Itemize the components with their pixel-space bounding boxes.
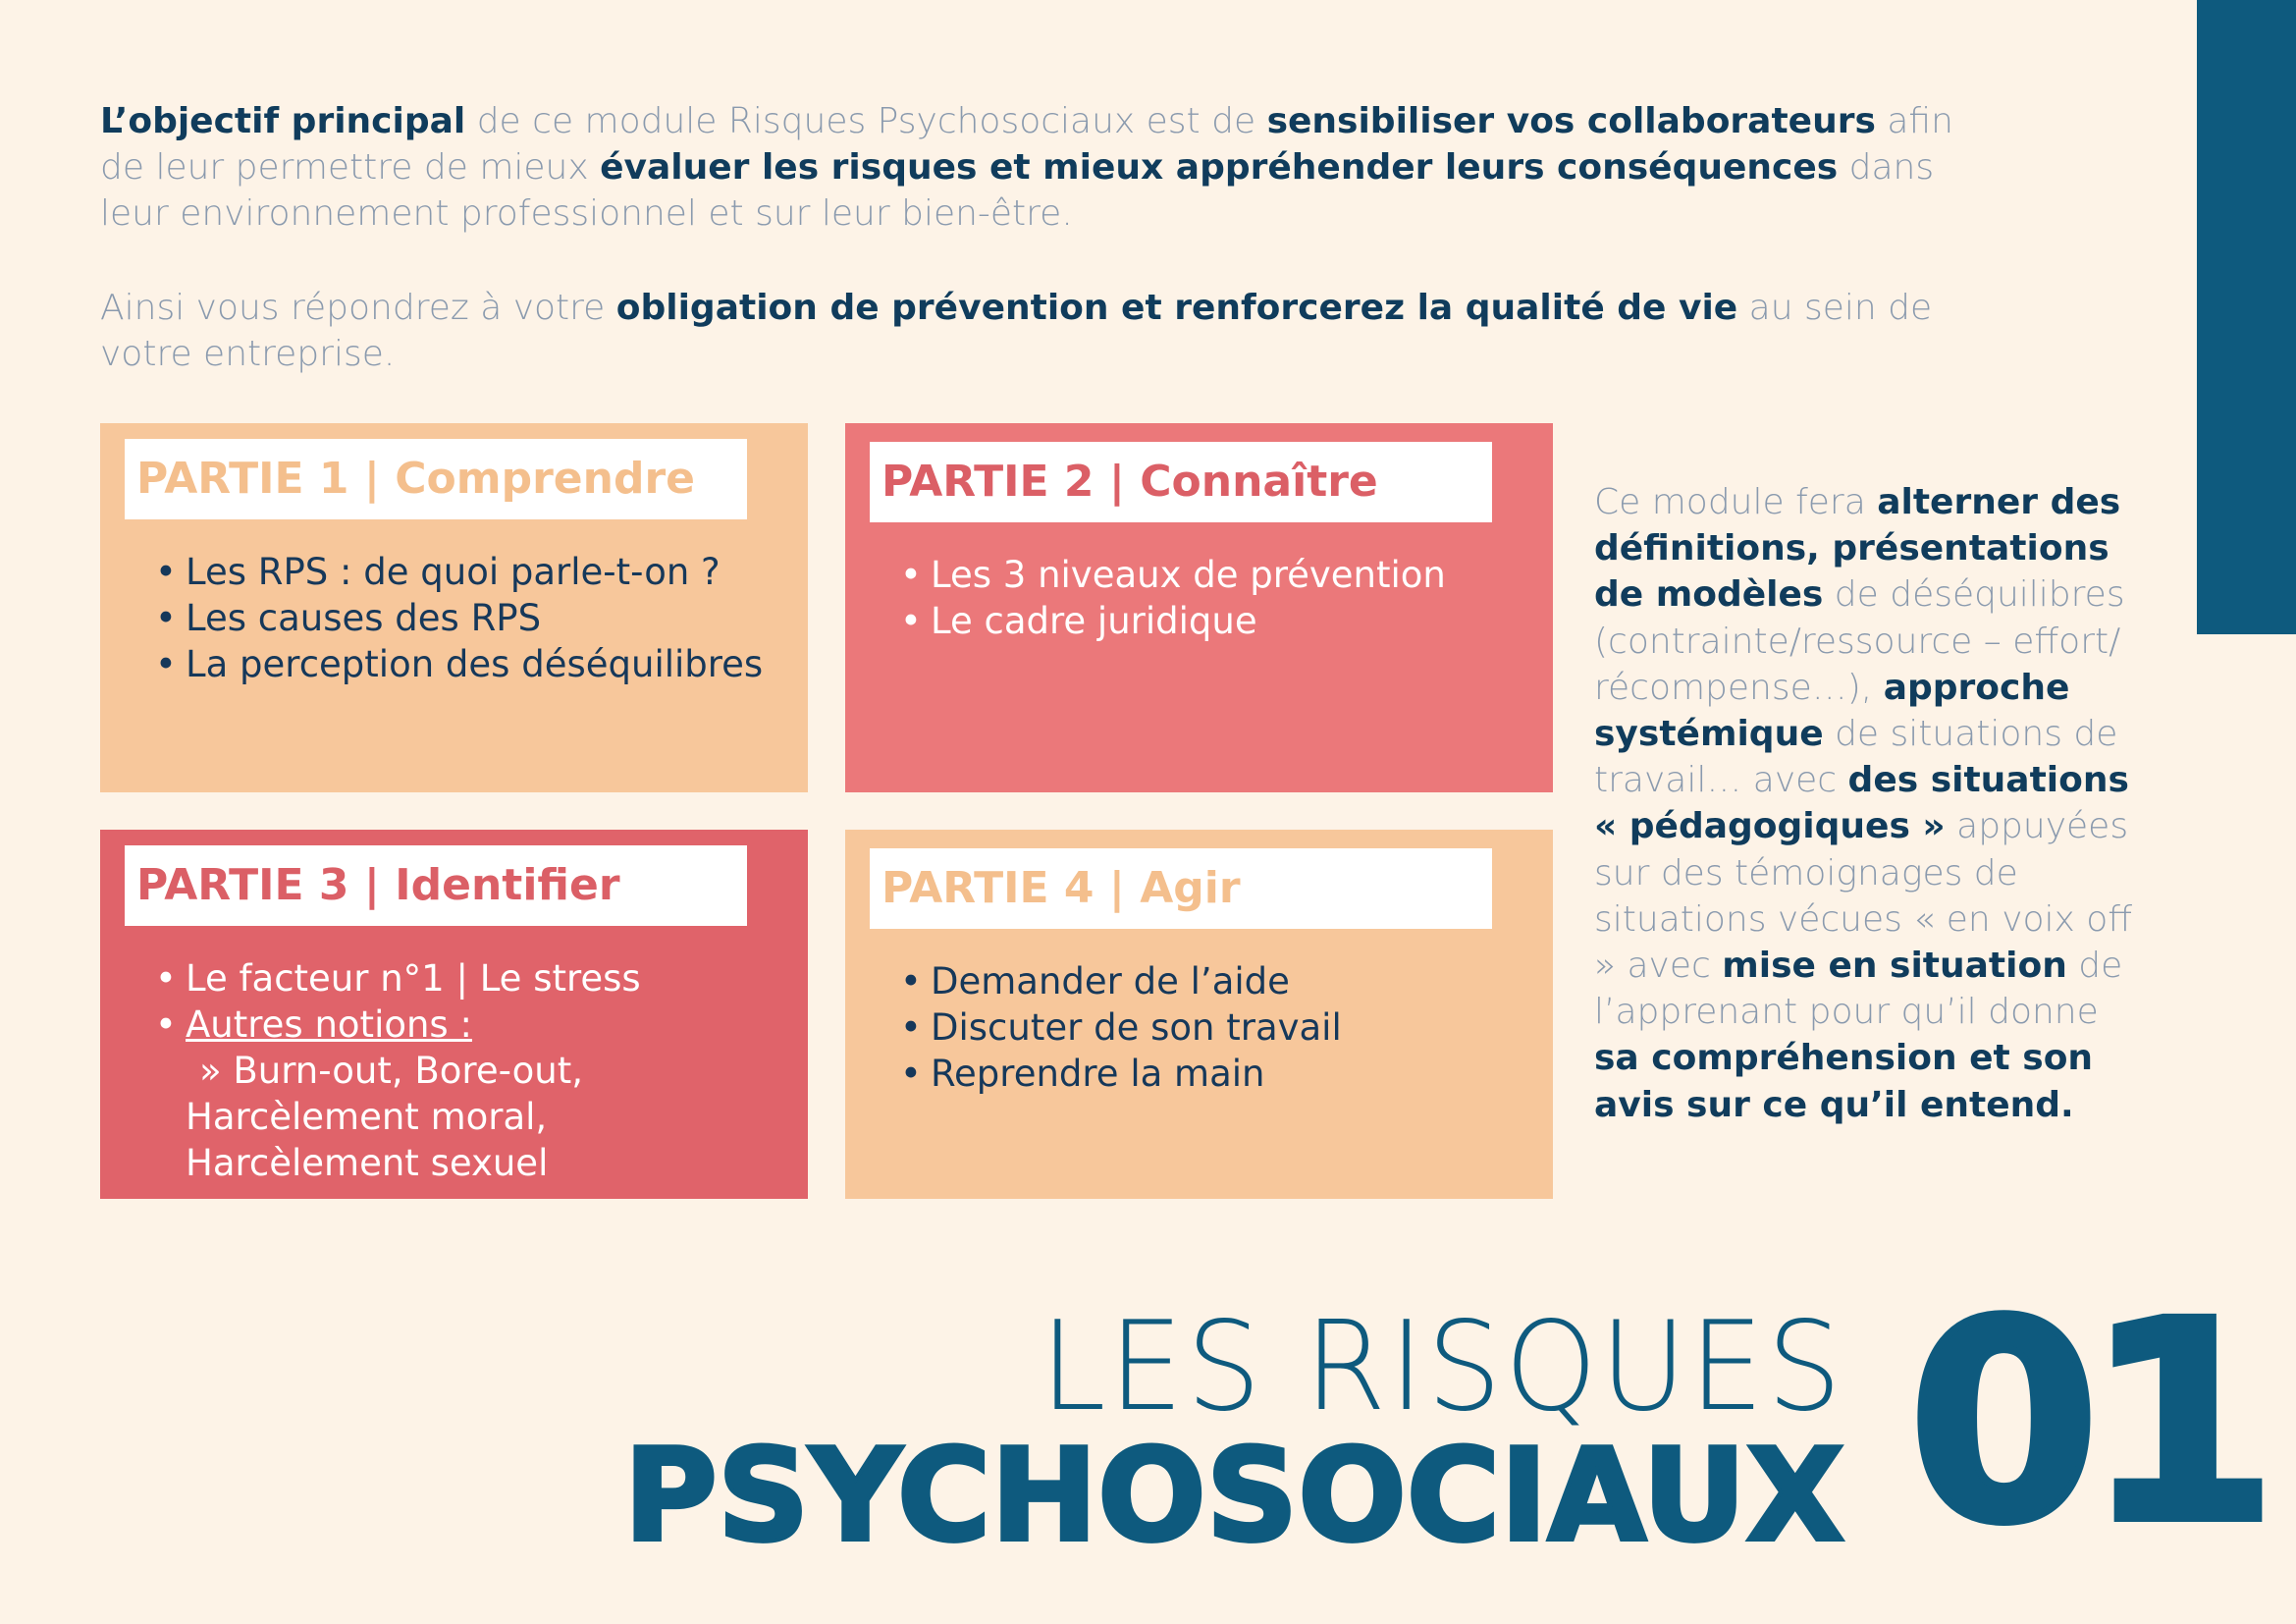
sub-list-item: » Burn-out, Bore-out, Harcèlement moral, Harcèlement sexuel bbox=[186, 1050, 583, 1184]
side-text: des situations « pédagogiques » bbox=[1594, 760, 2129, 847]
accent-bar bbox=[2197, 0, 2296, 634]
list-item: • Les RPS : de quoi parle-t-on ? bbox=[155, 551, 721, 593]
side-text: alterner des définitions, présentations de modèles bbox=[1594, 482, 2121, 616]
side-text: Ce module fera bbox=[1594, 482, 1878, 522]
module-number: 01 bbox=[1908, 1264, 2264, 1584]
bullet-icon: • bbox=[900, 554, 922, 596]
part-2-list bbox=[896, 552, 1533, 644]
intro-text: de ce module Risques Psychosociaux est de bbox=[465, 101, 1267, 141]
module-title-line-1: LES RISQUES bbox=[1040, 1295, 1844, 1439]
bullet-icon: • bbox=[155, 597, 177, 639]
bullet-icon: • bbox=[155, 643, 177, 685]
intro-text: Ainsi vous répondrez à votre bbox=[100, 288, 616, 328]
side-text: de l’apprenant pour qu’il donne bbox=[1594, 946, 2123, 1033]
part-4-list bbox=[896, 958, 1533, 1097]
part-1-card bbox=[100, 423, 808, 792]
chevron-right-icon: » bbox=[199, 1050, 222, 1092]
list-item: • Discuter de son travail bbox=[900, 1006, 1342, 1049]
part-4-title: PARTIE 4 | Agir bbox=[870, 848, 1492, 929]
list-item: • Le cadre juridique bbox=[900, 600, 1257, 642]
part-2-card bbox=[845, 423, 1553, 792]
intro-paragraph-2 bbox=[100, 285, 2004, 377]
intro-text: dans leur environnement professionnel et sur leur bien-être. bbox=[100, 147, 1935, 234]
side-text: de situations de travail… avec bbox=[1594, 714, 2118, 801]
list-item: • Le facteur n°1 | Le stress bbox=[155, 957, 641, 1000]
part-3-card bbox=[100, 830, 808, 1199]
list-item: • Reprendre la main bbox=[900, 1053, 1265, 1095]
bullet-icon: • bbox=[900, 960, 922, 1002]
bullet-icon: • bbox=[900, 1053, 922, 1095]
side-text: sa compréhension et son avis sur ce qu’il entend. bbox=[1594, 1038, 2094, 1125]
intro-text: L’objectif principal bbox=[100, 101, 466, 141]
part-3-title: PARTIE 3 | Identifier bbox=[125, 845, 747, 926]
side-text: approche systémique bbox=[1594, 667, 2070, 755]
intro-text: afin de leur permettre de mieux bbox=[100, 101, 1953, 188]
intro-text: au sein de votre entreprise. bbox=[100, 288, 1933, 374]
bullet-icon: • bbox=[155, 1003, 177, 1046]
bullet-icon: • bbox=[900, 1006, 922, 1049]
intro-paragraph-1 bbox=[100, 98, 2004, 237]
bullet-icon: • bbox=[155, 551, 177, 593]
bullet-icon: • bbox=[155, 957, 177, 1000]
intro-text: obligation de prévention et renforcerez la qualité de vie bbox=[615, 288, 1738, 328]
side-text: appuyées sur des témoignages de situations vécues « en voix off » avec bbox=[1594, 806, 2133, 987]
module-title-line-2: PSYCHOSOCIAUX bbox=[623, 1421, 1844, 1570]
part-2-title: PARTIE 2 | Connaître bbox=[870, 442, 1492, 522]
part-4-card bbox=[845, 830, 1553, 1199]
list-item: • Les 3 niveaux de prévention bbox=[900, 554, 1446, 596]
list-item: • Demander de l’aide bbox=[900, 960, 1290, 1002]
bullet-icon: • bbox=[900, 600, 922, 642]
intro-text: sensibiliser vos collaborateurs bbox=[1266, 101, 1876, 141]
part-3-list bbox=[151, 955, 788, 1186]
side-text: mise en situation bbox=[1722, 946, 2067, 987]
list-item: • Les causes des RPS bbox=[155, 597, 542, 639]
part-1-title: PARTIE 1 | Comprendre bbox=[125, 439, 747, 519]
list-item: • La perception des déséquilibres bbox=[155, 643, 764, 685]
module-description bbox=[1594, 479, 2144, 1128]
list-item: • Autres notions : bbox=[155, 1003, 472, 1046]
part-1-list bbox=[151, 549, 788, 687]
side-text: de déséquilibres (contrainte/ressource – effort/ récompense…), bbox=[1594, 574, 2125, 708]
intro-text: évaluer les risques et mieux appréhender leurs conséquences bbox=[600, 147, 1839, 188]
